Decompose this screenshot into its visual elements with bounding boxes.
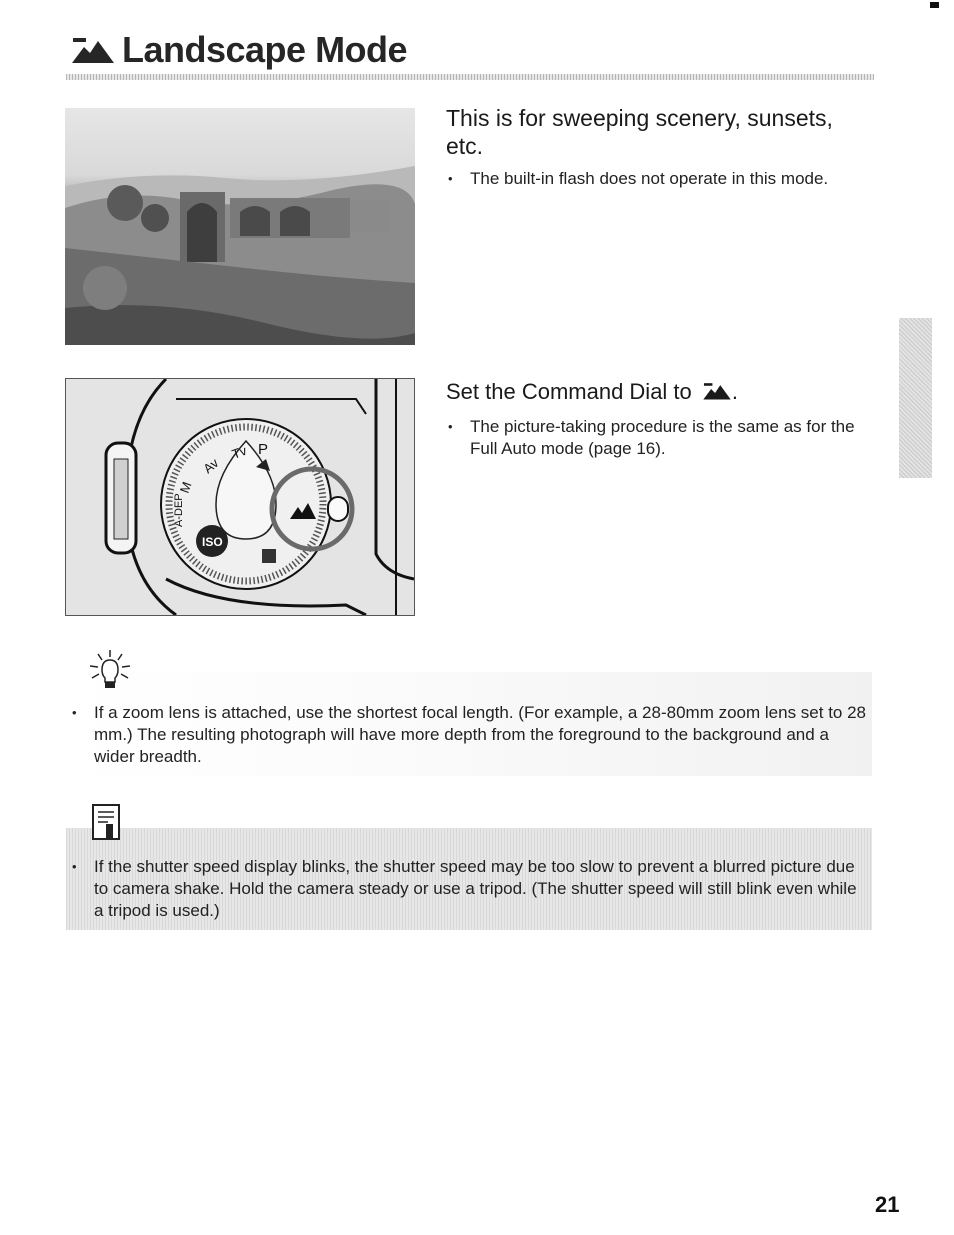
chapter-side-tab	[899, 318, 932, 478]
command-dial-heading-period: .	[731, 379, 739, 404]
list-item: • The picture-taking procedure is the same as for the Full Auto mode (page 16).	[446, 416, 876, 460]
list-item: • The built-in flash does not operate in this mode.	[446, 168, 876, 190]
list-item: • If a zoom lens is attached, use the shortest focal length. (For example, a 28-80mm zoom lens set to 28 mm.) The resulting photograph will have more depth from the foreground to the background and a wider breadth.	[70, 702, 870, 768]
title-divider	[66, 74, 874, 80]
command-dial-illustration	[65, 378, 415, 616]
section-scenery-heading: This is for sweeping scenery, sunsets, etc.	[446, 105, 833, 159]
page-header	[70, 26, 407, 74]
lightbulb-tip-icon	[88, 650, 132, 695]
tip-bullets	[70, 702, 870, 768]
section-scenery	[446, 104, 876, 190]
section-command-dial-heading	[446, 378, 876, 406]
section-scenery-bullets	[446, 168, 876, 190]
page-corner-mark	[930, 2, 939, 8]
dial-mode-adep: A-DEP	[173, 493, 185, 527]
note-bullets	[70, 856, 870, 922]
landscape-ruins-photo	[65, 108, 415, 345]
page-title: Landscape Mode	[122, 29, 408, 70]
dial-mode-tv: Tv	[229, 442, 249, 462]
section-command-dial	[446, 378, 876, 460]
command-dial-heading-text: Set the Command Dial to	[446, 379, 692, 404]
landscape-mode-icon	[702, 381, 732, 401]
section-command-dial-bullets	[446, 416, 876, 460]
dial-mode-m: M	[176, 479, 195, 496]
list-item: • If the shutter speed display blinks, the shutter speed may be too slow to prevent a blurred picture due to camera shake. Hold the camera steady or use a tripod. (The shutter speed will still blink even while a tripod is used.)	[70, 856, 870, 922]
dial-mode-av: Av	[200, 455, 222, 477]
dial-mode-iso: ISO	[202, 535, 223, 549]
landscape-mode-icon	[70, 35, 116, 65]
page-number: 21	[875, 1192, 900, 1217]
dial-mode-p: P	[258, 441, 269, 458]
memo-note-icon	[92, 804, 120, 847]
